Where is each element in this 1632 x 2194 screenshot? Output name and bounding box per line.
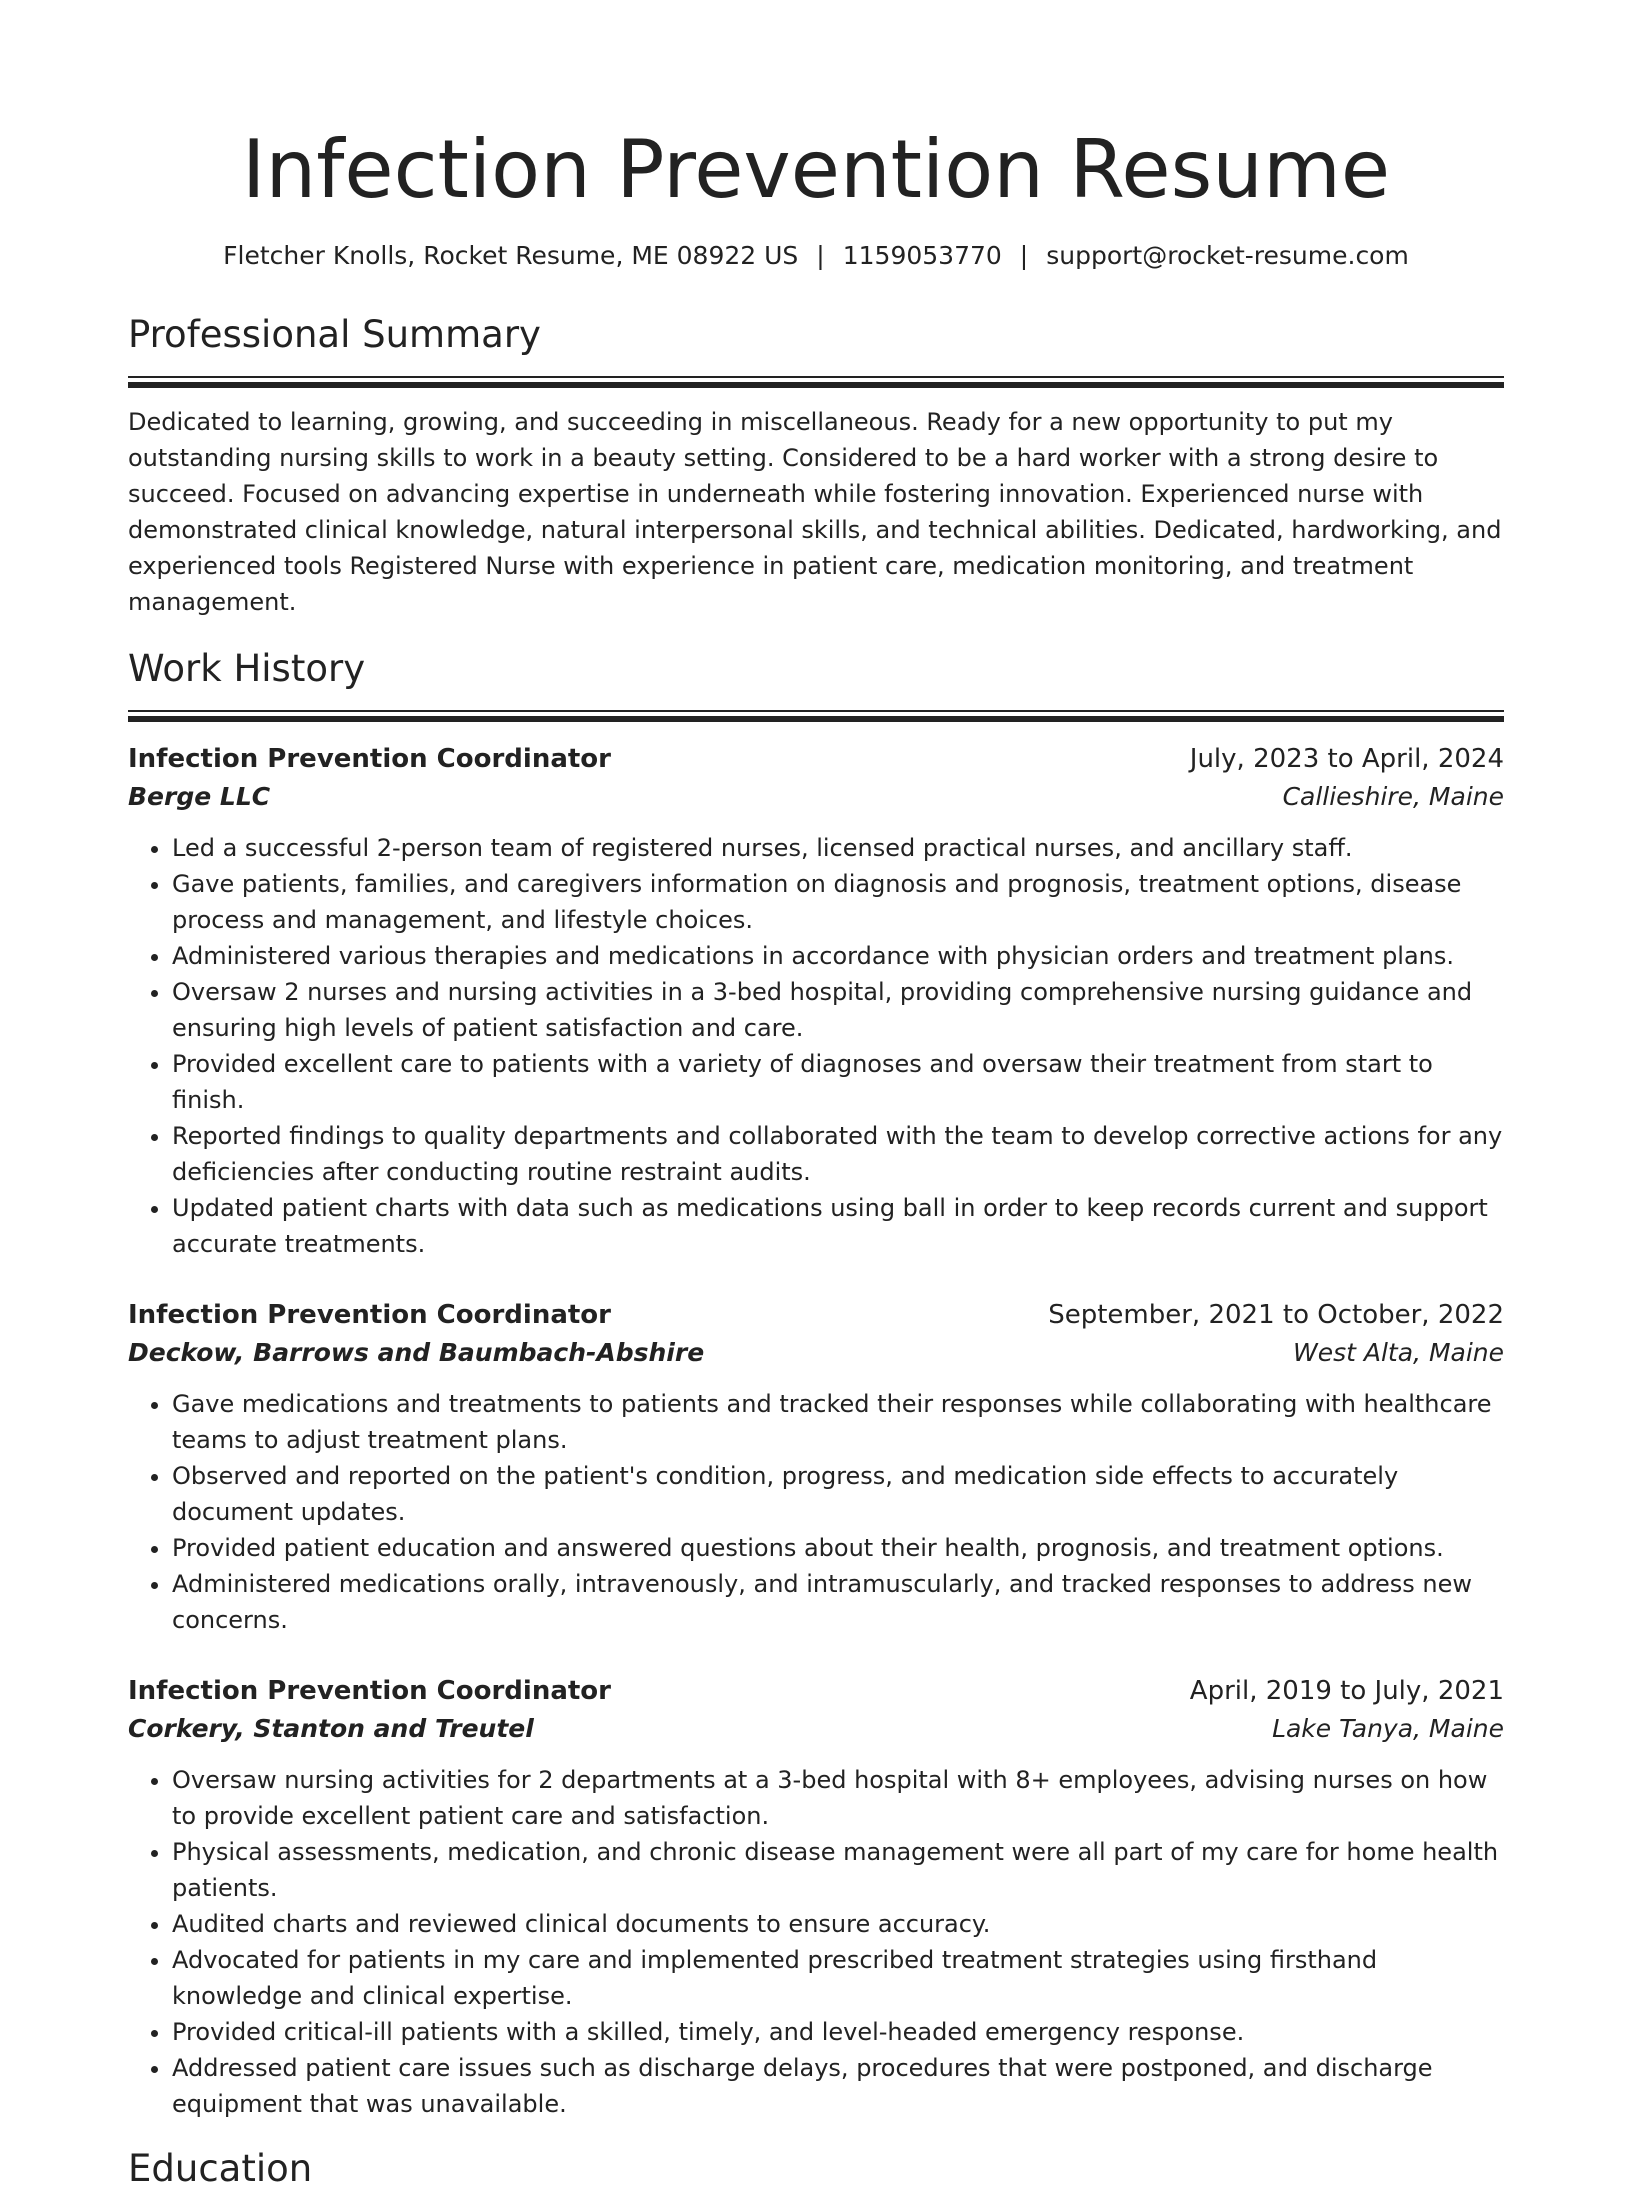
divider-thick-line: [128, 716, 1504, 722]
job-header-row: [128, 1296, 1504, 1334]
job-bullet: • Led a successful 2-person team of registered nurses, licensed practical nurses, and ancillary staff.: [172, 830, 1504, 866]
job-company: Berge LLC: [128, 782, 271, 811]
summary-text: Dedicated to learning, growing, and succeeding in miscellaneous. Ready for a new opportunity to put my outstanding nursing skills to work in a beauty setting. Considered to be a hard worker with a strong desire to succeed. Focused on advancing expertise in underneath while fostering innovation. Experienced nurse with demonstrated clinical knowledge, natural interpersonal skills, and technical abilities. Dedicated, hardworking, and experienced tools Registered Nurse with experience in patient care, medication monitoring, and treatment management.: [128, 408, 1502, 616]
section-divider: [128, 376, 1504, 388]
job-bullet: • Administered various therapies and medications in accordance with physician orders and treatment plans.: [172, 938, 1504, 974]
contact-separator: |: [816, 241, 825, 270]
section-divider: [128, 710, 1504, 722]
job-location: Callieshire, Maine: [1282, 782, 1504, 811]
job-entry: [128, 1296, 1504, 1638]
job-bullet: • Oversaw nursing activities for 2 departments at a 3-bed hospital with 8+ employees, advising nurses on how to provide excellent patient care and satisfaction.: [172, 1762, 1504, 1834]
divider-thin-line: [128, 376, 1504, 378]
job-company: Corkery, Stanton and Treutel: [128, 1714, 534, 1743]
contact-address: Fletcher Knolls, Rocket Resume, ME 08922 US: [223, 241, 799, 270]
education-section: [128, 2144, 1504, 2194]
work-history-section: [128, 644, 1504, 2122]
section-title-work-history: Work History: [128, 647, 366, 690]
job-bullet: • Observed and reported on the patient's condition, progress, and medication side effects to accurately document updates.: [172, 1458, 1504, 1530]
section-title-education: Education: [128, 2147, 313, 2190]
resume-content: [128, 118, 1504, 2194]
job-bullet: • Advocated for patients in my care and implemented prescribed treatment strategies using firsthand knowledge and clinical expertise.: [172, 1942, 1504, 2014]
job-bullet: • Addressed patient care issues such as discharge delays, procedures that were postponed, and discharge equipment that was unavailable.: [172, 2050, 1504, 2122]
job-bullet: • Provided critical-ill patients with a skilled, timely, and level-headed emergency response.: [172, 2014, 1504, 2050]
job-company-row: [128, 1334, 1504, 1372]
document-title: Infection Prevention Resume: [241, 123, 1391, 216]
contact-separator: |: [1019, 241, 1029, 270]
job-bullet: • Reported findings to quality departments and collaborated with the team to develop corrective actions for any deficiencies after conducting routine restraint audits.: [172, 1118, 1504, 1190]
job-bullet-list: [128, 1386, 1504, 1638]
contact-phone: 1159053770: [842, 241, 1002, 270]
job-bullet: • Audited charts and reviewed clinical documents to ensure accuracy.: [172, 1906, 1504, 1942]
job-entry: [128, 740, 1504, 1262]
job-company-row: [128, 778, 1504, 816]
job-company: Deckow, Barrows and Baumbach-Abshire: [128, 1338, 705, 1367]
contact-line: [128, 238, 1504, 274]
job-bullet: • Provided patient education and answered questions about their health, prognosis, and treatment options.: [172, 1530, 1504, 1566]
job-company-row: [128, 1710, 1504, 1748]
job-bullet: • Administered medications orally, intravenously, and intramuscularly, and tracked responses to address new concerns.: [172, 1566, 1504, 1638]
job-header-row: [128, 1672, 1504, 1710]
job-bullet: • Updated patient charts with data such as medications using ball in order to keep records current and support accurate treatments.: [172, 1190, 1504, 1262]
job-title: Infection Prevention Coordinator: [128, 1300, 611, 1330]
job-bullet: • Provided excellent care to patients with a variety of diagnoses and oversaw their treatment from start to finish.: [172, 1046, 1504, 1118]
job-title: Infection Prevention Coordinator: [128, 744, 611, 774]
job-dates: April, 2019 to July, 2021: [1189, 1676, 1504, 1706]
job-header-row: [128, 740, 1504, 778]
job-bullet-list: [128, 830, 1504, 1262]
job-dates: September, 2021 to October, 2022: [1048, 1300, 1504, 1330]
contact-email: support@rocket-resume.com: [1046, 241, 1409, 270]
job-bullet-list: [128, 1762, 1504, 2122]
job-bullet: • Gave patients, families, and caregivers information on diagnosis and prognosis, treatment options, disease process and management, and lifestyle choices.: [172, 866, 1504, 938]
job-dates: July, 2023 to April, 2024: [1189, 744, 1504, 774]
job-entry: [128, 1672, 1504, 2122]
job-title: Infection Prevention Coordinator: [128, 1676, 611, 1706]
job-bullet: • Physical assessments, medication, and chronic disease management were all part of my care for home health patients.: [172, 1834, 1504, 1906]
section-title-summary: Professional Summary: [128, 313, 541, 356]
summary-section: [128, 310, 1504, 620]
divider-thick-line: [128, 382, 1504, 388]
job-location: Lake Tanya, Maine: [1272, 1714, 1504, 1743]
job-bullet: • Oversaw 2 nurses and nursing activities in a 3-bed hospital, providing comprehensive nursing guidance and ensuring high levels of patient satisfaction and care.: [172, 974, 1504, 1046]
job-bullet: • Gave medications and treatments to patients and tracked their responses while collaborating with healthcare teams to adjust treatment plans.: [172, 1386, 1504, 1458]
divider-thin-line: [128, 710, 1504, 712]
job-location: West Alta, Maine: [1293, 1338, 1504, 1367]
